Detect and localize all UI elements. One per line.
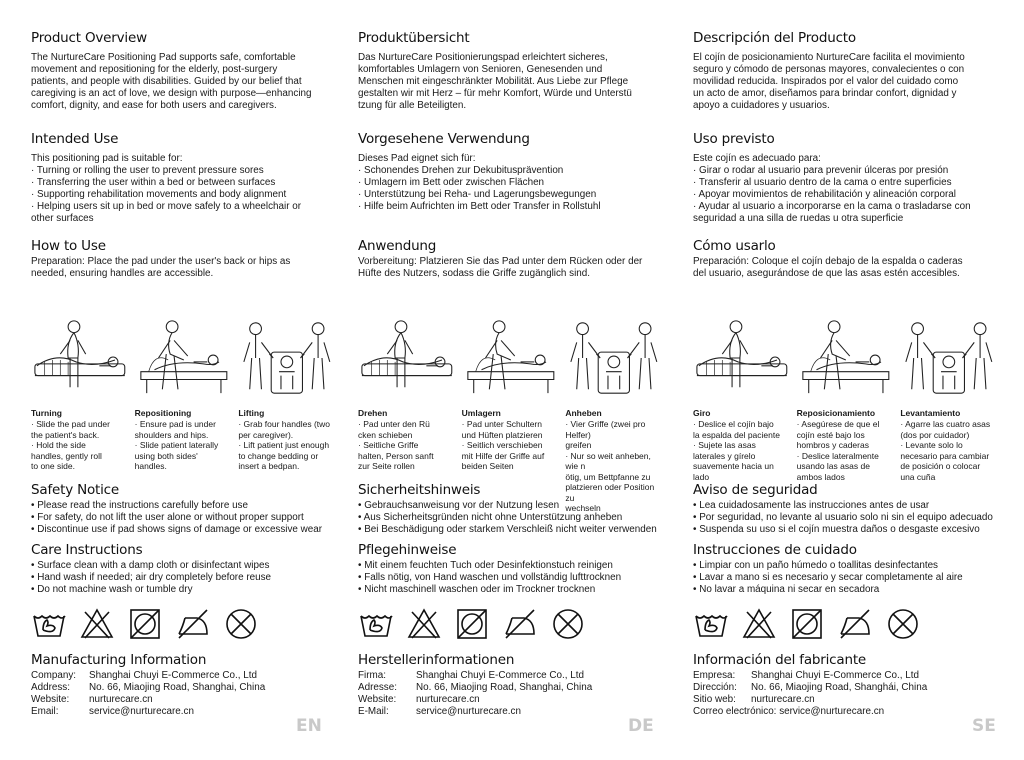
preparation-line: Preparation: Place the pad under the user's back or hips as — [31, 256, 291, 267]
step-card — [693, 314, 791, 482]
step-line: using both sides' — [134, 450, 198, 461]
list-item: · Schonendes Drehen zur Dekubitusprävention — [358, 165, 564, 176]
intended-list — [31, 165, 336, 225]
manufacturer-details — [358, 670, 663, 718]
do-not-dry-clean-icon — [550, 606, 586, 642]
section-title: Aviso de seguridad — [693, 482, 818, 498]
do-not-tumble-dry-icon — [454, 606, 490, 642]
step-line: · Vier Griffe (zwei pro Helfer) — [565, 419, 646, 440]
overview-line: Das NurtureCare Positionierungspad erleichtert sicheres, — [358, 52, 608, 63]
section-title: Vorgesehene Verwendung — [358, 131, 530, 147]
info-value: No. 66, Miaojing Road, Shanghái, China — [751, 682, 928, 693]
step-card — [238, 314, 336, 472]
care-instructions-section — [31, 540, 336, 596]
info-label: Sitio web: — [693, 694, 736, 705]
step-description — [797, 419, 895, 482]
info-value: Shanghai Chuyi E-Commerce Co., Ltd — [751, 670, 919, 681]
list-item: · Girar o rodar al usuario para prevenir úlceras por presión — [693, 165, 949, 176]
step-line: · Levante solo lo — [900, 440, 963, 450]
care-item: • Mit einem feuchten Tuch oder Desinfektionstuch reinigen — [358, 560, 613, 571]
step-name: Reposicionamiento — [796, 408, 876, 418]
section-title: Uso previsto — [693, 131, 775, 147]
intended-use-section — [31, 129, 336, 225]
care-item: • Hand wash if needed; air dry completely before reuse — [31, 572, 272, 583]
lifting-illustration — [900, 314, 998, 402]
hand-wash-icon — [358, 606, 394, 642]
care-item: • Surface clean with a damp cloth or disinfectant wipes — [31, 560, 270, 571]
product-overview-section — [31, 28, 336, 112]
intended-intro: This positioning pad is suitable for: — [31, 153, 183, 164]
step-card — [900, 314, 998, 482]
care-symbols — [31, 606, 336, 642]
step-line: to change bedding or — [238, 450, 319, 461]
section-title: Care Instructions — [31, 542, 143, 558]
step-description — [358, 419, 456, 472]
safety-item: • Suspenda su uso si el cojín muestra daños o desgaste excesivo — [693, 524, 980, 535]
info-value[interactable]: nurturecare.cn — [751, 694, 815, 705]
info-value[interactable]: service@nurturecare.cn — [416, 706, 521, 717]
overview-line: The NurtureCare Positioning Pad supports safe, comfortable — [31, 52, 296, 63]
care-item: • No lavar a máquina ni secar en secadora — [693, 584, 880, 595]
step-description — [31, 419, 129, 472]
step-line: usando las asas de — [796, 461, 870, 471]
section-title: Herstellerinformationen — [358, 652, 515, 668]
care-item: • Limpiar con un paño húmedo o toallitas desinfectantes — [693, 560, 938, 571]
do-not-tumble-dry-icon — [127, 606, 163, 642]
step-line: · Hold the side — [31, 440, 86, 450]
step-line: handles, gently roll — [31, 450, 102, 461]
list-item: · Supporting rehabilitation movements and body alignment — [31, 189, 287, 200]
overview-line: comfort, dignity, and ease for both users and caregivers. — [31, 100, 277, 111]
step-line: · Asegúrese de que el — [796, 419, 880, 429]
step-line: · Sujete las asas — [693, 440, 756, 450]
info-value: Shanghai Chuyi E-Commerce Co., Ltd — [89, 670, 257, 681]
manufacturing-info-section — [693, 650, 998, 718]
overview-line: gestalten wir mit Herz – für mehr Komfort, Würde und Unterstü — [358, 88, 632, 99]
column-spanish — [693, 28, 998, 756]
preparation-line: needed, ensuring handles are accessible. — [31, 268, 214, 279]
step-line: lado — [693, 471, 710, 482]
step-line: insert a bedpan. — [238, 461, 300, 471]
intended-list — [358, 165, 663, 213]
care-item: • Falls nötig, von Hand waschen und vollständig lufttrocknen — [358, 572, 622, 583]
intended-intro: Dieses Pad eignet sich für: — [358, 153, 476, 164]
do-not-iron-icon — [175, 606, 211, 642]
product-overview-section — [693, 28, 998, 112]
preparation-line: Vorbereitung: Platzieren Sie das Pad unter dem Rücken oder der — [358, 256, 643, 267]
column-german — [358, 28, 663, 756]
safety-notice-section — [31, 480, 336, 536]
do-not-bleach-icon — [741, 606, 777, 642]
hand-wash-icon — [693, 606, 729, 642]
overview-line: movilidad reducida. Inspirados por el valor del cuidado como — [693, 76, 959, 87]
overview-text — [31, 52, 336, 112]
care-item: • Nicht maschinell waschen oder im Trockner trocknen — [358, 584, 596, 595]
care-icons-row — [31, 598, 336, 642]
info-value[interactable]: nurturecare.cn — [416, 694, 480, 705]
preparation-line: Preparación: Coloque el cojín debajo de la espalda o caderas — [693, 256, 963, 267]
step-name: Anheben — [565, 408, 602, 418]
step-line: · Deslice lateralmente — [796, 450, 879, 461]
do-not-bleach-icon — [79, 606, 115, 642]
info-label: Email: — [31, 706, 59, 717]
step-line: · Agarre las cuatro asas — [900, 419, 991, 429]
overview-line: movement and repositioning for the elderly, post-surgery — [31, 64, 278, 75]
section-title: Descripción del Producto — [693, 30, 856, 46]
safety-item: • Lea cuidadosamente las instrucciones antes de usar — [693, 500, 930, 511]
step-name: Levantamiento — [900, 408, 961, 418]
step-line: zur Seite rollen — [358, 461, 415, 471]
list-item: seguridad a una silla de ruedas u otra superficie — [693, 213, 904, 224]
info-label: Website: — [358, 694, 397, 705]
info-value: No. 66, Miaojing Road, Shanghai, China — [416, 682, 593, 693]
step-description — [900, 419, 998, 482]
info-label: Dirección: — [693, 682, 737, 693]
info-label: Company: — [31, 670, 77, 681]
step-card — [135, 314, 233, 472]
care-symbols — [693, 606, 998, 642]
how-to-use-section — [358, 236, 663, 280]
step-name: Umlagern — [461, 408, 501, 418]
step-line: shoulders and hips. — [134, 429, 209, 440]
step-line: · Ensure pad is under — [134, 419, 216, 429]
step-line: the patient's back. — [31, 429, 100, 440]
usage-steps — [693, 310, 998, 482]
step-line: mit Hilfe der Griffe auf — [461, 450, 545, 461]
hand-wash-icon — [31, 606, 67, 642]
section-title: Sicherheitshinweis — [358, 482, 481, 498]
intended-intro: Este cojín es adecuado para: — [693, 153, 821, 164]
safety-item: • Please read the instructions carefully before use — [31, 500, 248, 511]
care-instructions-section — [693, 540, 998, 596]
language-tag-se: SE — [972, 716, 996, 736]
step-line: laterales y gírelo — [693, 450, 756, 461]
info-label: Address: — [31, 682, 70, 693]
safety-notice-section — [358, 480, 663, 536]
section-title: Cómo usarlo — [693, 238, 776, 254]
overview-line: El cojín de posicionamiento NurtureCare facilita el movimiento — [693, 52, 965, 63]
step-line: hombros y caderas — [796, 440, 869, 450]
overview-line: patients, and people with disabilities. Guided by our belief that — [31, 76, 302, 87]
section-title: Anwendung — [358, 238, 437, 254]
do-not-bleach-icon — [406, 606, 442, 642]
step-line: · Slide the pad under — [31, 419, 110, 429]
care-item: • Do not machine wash or tumble dry — [31, 584, 193, 595]
overview-text — [358, 52, 663, 112]
safety-item: • Bei Beschädigung oder starkem Verschleiß nicht weiter verwenden — [358, 524, 657, 535]
section-title: How to Use — [31, 238, 106, 254]
info-label — [693, 706, 998, 718]
manufacturing-info-section — [31, 650, 336, 718]
how-to-use-section — [693, 236, 998, 280]
care-instructions-section — [358, 540, 663, 596]
step-line: · Pad unter Schultern — [461, 419, 542, 429]
list-item: · Apoyar movimientos de rehabilitación y alineación corporal — [693, 189, 956, 200]
section-title: Produktübersicht — [358, 30, 470, 46]
step-line: platzieren oder Position zu — [565, 482, 655, 503]
list-item: · Transferir al usuario dentro de la cama o entre superficies — [693, 177, 952, 188]
list-item: · Helping users sit up in bed or move safely to a wheelchair or — [31, 201, 302, 212]
care-symbols — [358, 606, 663, 642]
step-description — [238, 419, 336, 472]
list-item: · Ayudar al usuario a incorporarse en la cama o trasladarse con — [693, 201, 971, 212]
step-line: cken schieben — [358, 429, 413, 440]
step-line: · Pad unter den Rü — [358, 419, 430, 429]
info-label: Firma: — [358, 670, 386, 681]
overview-line: komfortables Umlagern von Senioren, Genesenden und — [358, 64, 603, 75]
repositioning-illustration — [797, 314, 895, 402]
care-icons-row — [693, 598, 998, 642]
manufacturing-info-section — [358, 650, 663, 718]
do-not-iron-icon — [837, 606, 873, 642]
info-value: No. 66, Miaojing Road, Shanghai, China — [89, 682, 266, 693]
step-line: to one side. — [31, 461, 75, 471]
step-line: per caregiver). — [238, 429, 294, 440]
step-line: (dos por cuidador) — [900, 429, 970, 440]
overview-line: seguro y cómodo de personas mayores, convalecientes o con — [693, 64, 965, 75]
step-line: ötig, um Bettpfanne zu — [565, 471, 651, 482]
step-line: · Deslice el cojín bajo — [693, 419, 774, 429]
step-line: necesario para cambiar — [900, 450, 990, 461]
care-icons-row — [358, 598, 663, 642]
list-item: · Unterstützung bei Reha- und Lagerungsbewegungen — [358, 189, 597, 200]
step-card — [31, 314, 129, 472]
overview-line: Menschen mit eingeschränkter Mobilität. Aus Liebe zur Pflege — [358, 76, 629, 87]
section-title: Safety Notice — [31, 482, 120, 498]
turning-illustration — [31, 314, 129, 402]
step-description — [693, 419, 791, 482]
language-tag-de: DE — [628, 716, 654, 736]
list-item: · Turning or rolling the user to prevent pressure sores — [31, 165, 264, 176]
step-line: halten, Person sanft — [358, 450, 434, 461]
step-line: · Seitlich verschieben — [461, 440, 543, 450]
step-name: Repositioning — [134, 408, 192, 418]
preparation-line: Hüfte des Nutzers, sodass die Griffe zugänglich sind. — [358, 268, 590, 279]
care-item: • Lavar a mano si es necesario y secar completamente al aire — [693, 572, 963, 583]
safety-item: • Por seguridad, no levante al usuario solo ni sin el equipo adecuado — [693, 512, 993, 523]
step-line: · Lift patient just enough — [238, 440, 330, 450]
step-line: de posición o colocar — [900, 461, 981, 471]
manufacturer-details — [31, 670, 336, 718]
info-value: Shanghai Chuyi E-Commerce Co., Ltd — [416, 670, 584, 681]
safety-notice-section — [693, 480, 998, 536]
safety-item: • Gebrauchsanweisung vor der Nutzung lesen — [358, 500, 560, 511]
section-title: Manufacturing Information — [31, 652, 207, 668]
list-item: · Hilfe beim Aufrichten im Bett oder Transfer in Rollstuhl — [358, 201, 601, 212]
step-line: cojín esté bajo los — [796, 429, 865, 440]
step-line: una cuña — [900, 471, 936, 482]
overview-line: un acto de amor, diseñamos para brindar confort, dignidad y — [693, 88, 957, 99]
step-line: · Nur so weit anheben, wie n — [565, 450, 651, 471]
repositioning-illustration — [462, 314, 560, 402]
step-description — [462, 419, 560, 472]
language-tag-en: EN — [296, 716, 322, 736]
list-item: · Umlagern im Bett oder zwischen Flächen — [358, 177, 545, 188]
lifting-illustration — [238, 314, 336, 402]
preparation-line: del usuario, asegurándose de que las asas estén accesibles. — [693, 268, 960, 279]
section-title: Pflegehinweise — [358, 542, 457, 558]
info-label: Correo electrónico: — [693, 706, 777, 717]
step-line: greifen — [565, 440, 592, 450]
step-line: ambos lados — [796, 471, 845, 482]
section-title: Información del fabricante — [693, 652, 867, 668]
step-line: · Grab four handles (two — [238, 419, 330, 429]
info-value[interactable]: service@nurturecare.cn — [779, 706, 885, 717]
step-description — [135, 419, 233, 472]
step-line: la espalda del paciente — [693, 429, 780, 440]
step-name: Lifting — [238, 408, 265, 418]
step-name: Giro — [693, 408, 711, 418]
manufacturer-details — [693, 670, 998, 718]
column-english — [31, 28, 336, 756]
overview-text — [693, 52, 998, 112]
step-line: handles. — [134, 461, 167, 471]
section-title: Product Overview — [31, 30, 147, 46]
usage-steps — [31, 310, 336, 472]
step-name: Drehen — [358, 408, 388, 418]
intended-use-section — [358, 129, 663, 213]
product-overview-section — [358, 28, 663, 112]
lifting-illustration — [565, 314, 663, 402]
info-label: Website: — [31, 694, 70, 705]
section-title: Intended Use — [31, 131, 119, 147]
step-line: und Hüften platzieren — [461, 429, 543, 440]
how-to-use-section — [31, 236, 336, 280]
info-value[interactable]: service@nurturecare.cn — [89, 706, 194, 717]
overview-line: tzung für alle Beteiligten. — [358, 100, 467, 111]
list-item: · Transferring the user within a bed or between surfaces — [31, 177, 276, 188]
steps-row — [31, 314, 336, 472]
do-not-dry-clean-icon — [885, 606, 921, 642]
step-line: · Seitliche Griffe — [358, 440, 419, 450]
steps-row — [693, 314, 998, 482]
repositioning-illustration — [135, 314, 233, 402]
info-label: E-Mail: — [358, 706, 389, 717]
turning-illustration — [693, 314, 791, 402]
step-line: wechseln — [565, 503, 601, 513]
safety-item: • Aus Sicherheitsgründen nicht ohne Unterstützung anheben — [358, 512, 623, 523]
step-name: Turning — [31, 408, 62, 418]
list-item: other surfaces — [31, 213, 94, 224]
step-card — [797, 314, 895, 482]
turning-illustration — [358, 314, 456, 402]
info-label: Adresse: — [358, 682, 397, 693]
section-title: Instrucciones de cuidado — [693, 542, 857, 558]
intended-use-section — [693, 129, 998, 225]
step-line: suavemente hacia un — [693, 461, 774, 471]
intended-list — [693, 165, 998, 225]
safety-item: • For safety, do not lift the user alone or without proper support — [31, 512, 304, 523]
do-not-tumble-dry-icon — [789, 606, 825, 642]
do-not-dry-clean-icon — [223, 606, 259, 642]
do-not-iron-icon — [502, 606, 538, 642]
safety-item: • Discontinue use if pad shows signs of damage or excessive wear — [31, 524, 323, 535]
info-value[interactable]: nurturecare.cn — [89, 694, 153, 705]
info-label: Empresa: — [693, 670, 736, 681]
overview-line: apoyo a cuidadores y usuarios. — [693, 100, 830, 111]
overview-line: caregiving is an act of love, we design with purpose—enhancing — [31, 88, 312, 99]
step-line: · Slide patient laterally — [134, 440, 219, 450]
step-line: beiden Seiten — [461, 461, 514, 471]
